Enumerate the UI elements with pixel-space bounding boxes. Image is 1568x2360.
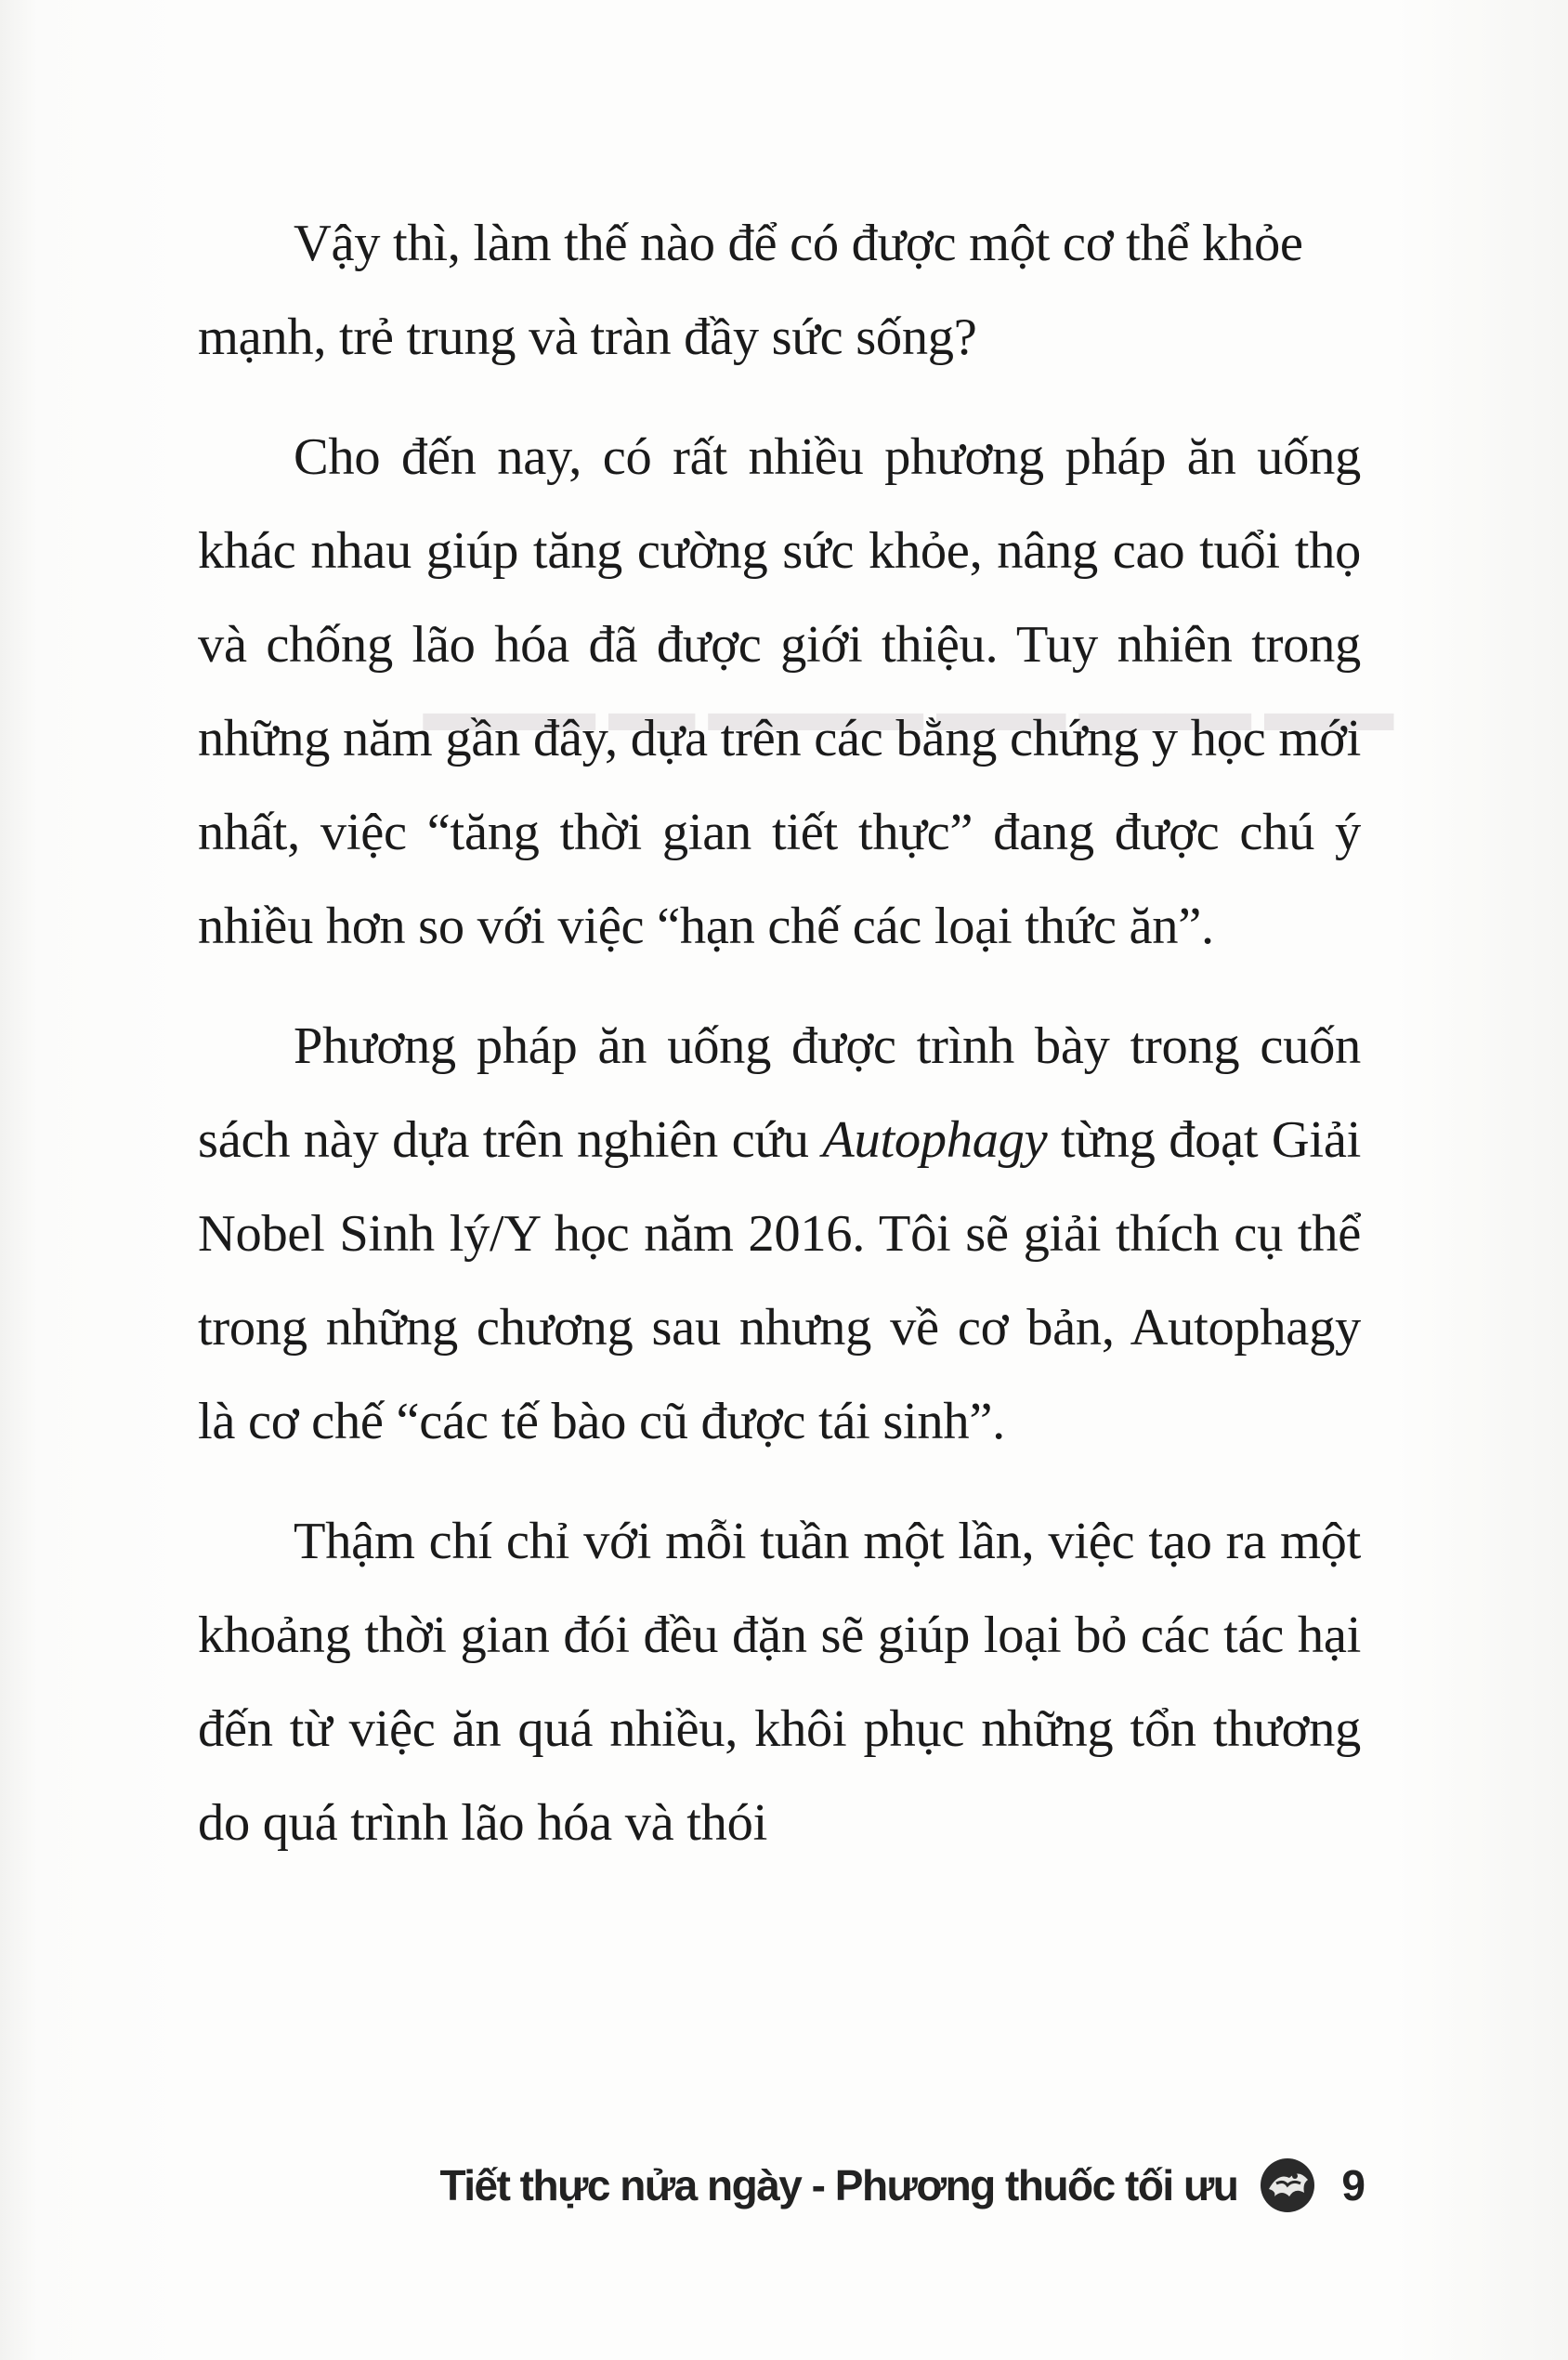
paragraph-2: Cho đến nay, có rất nhiều phương pháp ăn uống khác nhau giúp tăng cường sức khỏe, nâng cao tuổi thọ và chống lão hóa đã được giới thiệu. Tuy nhiên trong những năm gần đây, dựa trên các bằng chứng y học mới nhất, việc “tăng thời gian tiết thực” đang được chú ý nhiều hơn so với việc “hạn chế các loại thức ăn”. — [198, 428, 1361, 955]
page-number: 9 — [1341, 2161, 1365, 2209]
page-footer — [437, 2148, 1365, 2222]
body-text — [198, 197, 1361, 1896]
paragraph-3-start: Phương pháp ăn uống được trình bày trong cuốn sách này dựa trên nghiên cứu — [198, 1017, 1361, 1169]
running-book-title: Tiết thực nửa ngày - Phương thuốc tối ưu — [439, 2161, 1238, 2209]
publisher-logo-icon — [1258, 2156, 1317, 2215]
bleed-through-text: ▂▂▂ ▂▂▂▂ ▂▂▂ ▂▂▂▂▂ ▂▂ ▂▂▂▂ — [424, 667, 1393, 728]
paragraph-3-italic: Autophagy — [822, 1111, 1048, 1169]
paragraph-3-end: từng đoạt Giải Nobel Sinh lý/Y học năm 2016. Tôi sẽ giải thích cụ thể trong những chương sau nhưng về cơ bản, Autophagy là cơ chế “các tế bào cũ được tái sinh”. — [198, 1111, 1361, 1450]
paragraph-3 — [198, 1000, 1361, 1469]
paragraph-1: Vậy thì, làm thế nào để có được một cơ thể khỏe mạnh, trẻ trung và tràn đầy sức sống? — [198, 215, 1303, 366]
paragraph-4: Thậm chí chỉ với mỗi tuần một lần, việc tạo ra một khoảng thời gian đói đều đặn sẽ giúp loại bỏ các tác hại đến từ việc ăn quá nhiều, khôi phục những tổn thương do quá trình lão hóa và thói — [198, 1513, 1361, 1852]
